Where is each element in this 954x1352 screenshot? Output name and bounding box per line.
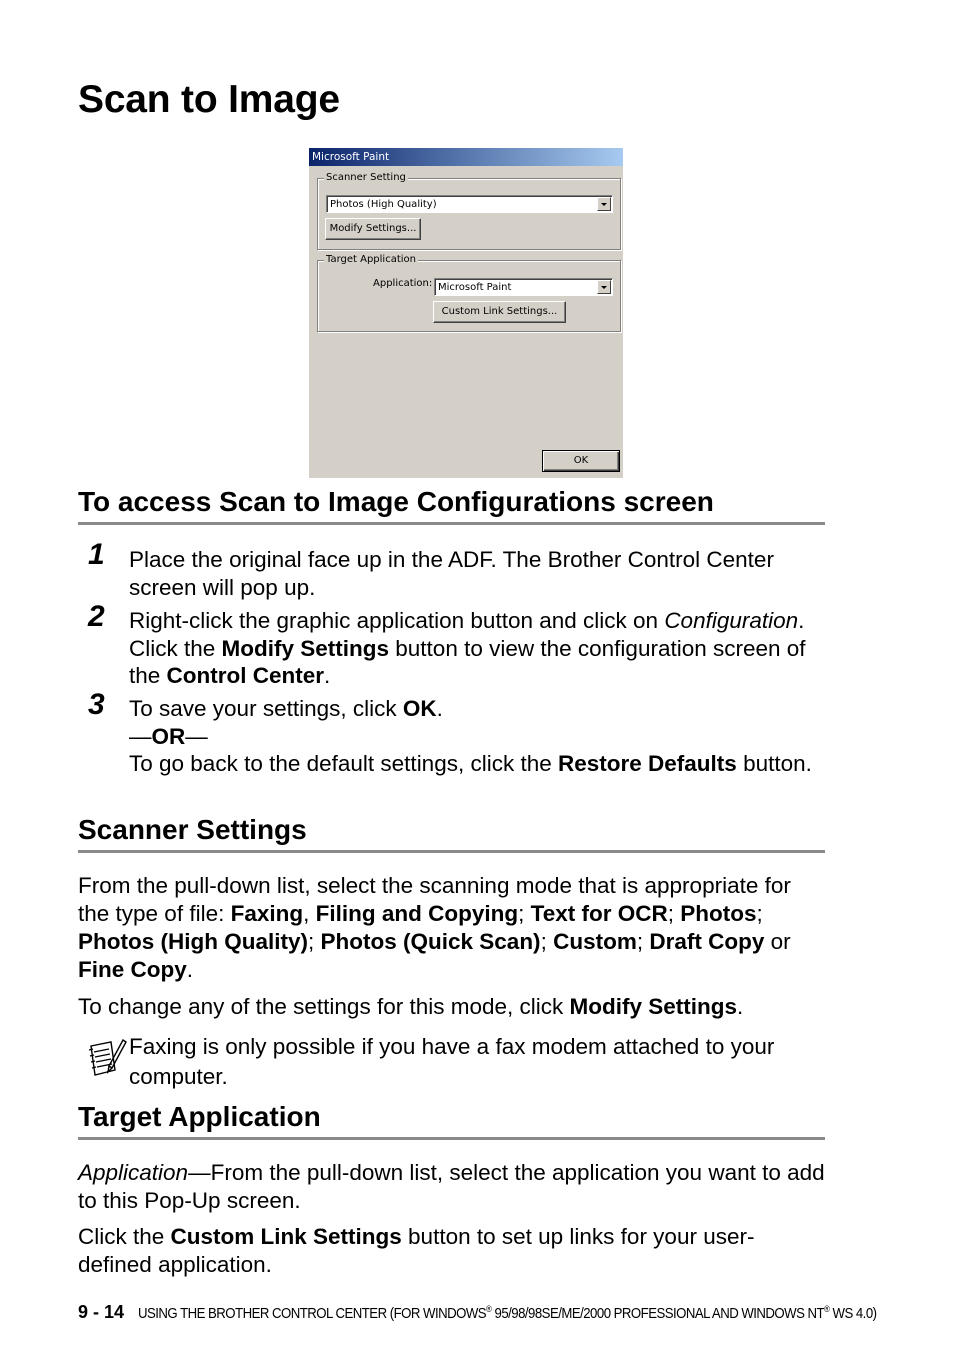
step-3-text: To save your settings, click OK. —OR— To go back to the default settings, click the Restore Defaults button. xyxy=(129,696,812,776)
target-application-group xyxy=(317,254,621,332)
microsoft-paint-dialog xyxy=(309,148,623,478)
section-heading-scanner: Scanner Settings xyxy=(78,814,825,853)
scanner-setting-group xyxy=(317,172,621,250)
section-heading-target: Target Application xyxy=(78,1101,825,1140)
chevron-down-icon[interactable] xyxy=(597,280,611,294)
page-number: 9 - 14 xyxy=(78,1302,125,1322)
application-select[interactable] xyxy=(434,278,613,296)
application-label: Application: xyxy=(373,278,433,289)
application-value: Microsoft Paint xyxy=(438,282,512,293)
page-footer xyxy=(78,1302,954,1323)
target-application-legend: Target Application xyxy=(326,254,416,265)
step-1-text: Place the original face up in the ADF. The Brother Control Center screen will pop up. xyxy=(129,547,774,600)
target-paragraph-2: Click the Custom Link Settings button to set up links for your user-defined application. xyxy=(78,1224,755,1277)
note-pencil-icon xyxy=(85,1036,127,1080)
scanner-setting-legend: Scanner Setting xyxy=(326,172,406,183)
step-2-text: Right-click the graphic application button and click on Configuration. Click the Modify Settings button to view the configuration screen of the Control Center. xyxy=(129,608,806,688)
step-number-2: 2 xyxy=(88,600,105,633)
modify-settings-button[interactable]: Modify Settings... xyxy=(325,218,421,240)
step-number-3: 3 xyxy=(88,688,105,721)
footer-running-title: USING THE BROTHER CONTROL CENTER (FOR WINDOWS® 95/98/98SE/ME/2000 PROFESSIONAL AND WINDOWS NT® WS 4.0) xyxy=(138,1304,877,1322)
scan-mode-select[interactable] xyxy=(326,195,613,213)
dialog-title-bar: Microsoft Paint xyxy=(309,148,623,166)
scanner-paragraph-2: To change any of the settings for this mode, click Modify Settings. xyxy=(78,994,744,1019)
chevron-down-icon[interactable] xyxy=(597,197,611,211)
note-text: Faxing is only possible if you have a fax modem attached to your computer. xyxy=(129,1034,775,1089)
page-title: Scan to Image xyxy=(78,78,340,121)
scanner-paragraph-1: From the pull-down list, select the scanning mode that is appropriate for the type of file: Faxing, Filing and Copying; Text for OCR; Photos; Photos (High Quality); Photos (Quick Scan); Custom; Draft Copy or Fine Copy. xyxy=(78,873,791,982)
target-paragraph-1: Application—From the pull-down list, select the application you want to add to this Pop-Up screen. xyxy=(78,1160,825,1213)
scan-mode-value: Photos (High Quality) xyxy=(330,199,437,210)
section-heading-access: To access Scan to Image Configurations screen xyxy=(78,486,825,525)
step-number-1: 1 xyxy=(88,538,105,571)
ok-button[interactable]: OK xyxy=(542,450,620,472)
custom-link-settings-button[interactable]: Custom Link Settings... xyxy=(433,301,566,323)
